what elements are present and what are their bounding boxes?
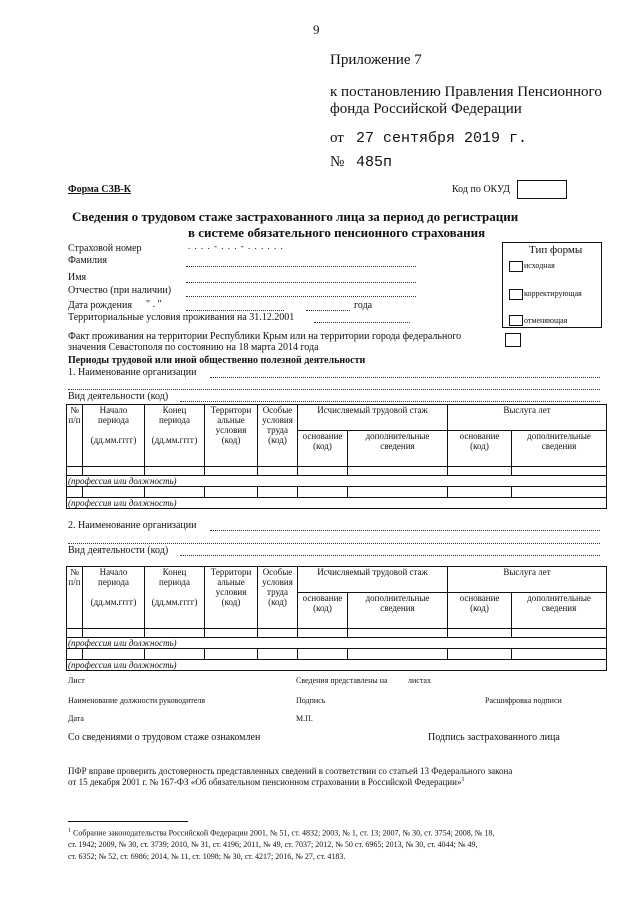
surname-label: Фамилия [68,255,107,266]
territorial-field[interactable] [314,322,410,323]
form-type-box [502,242,602,328]
notice-line1: ПФР вправе проверить достоверность представленных сведений в соответствии со статьей 13 Федерального закона [68,766,513,776]
head-position-label: Наименование должности руководителя [68,696,206,705]
profession-label: (профессия или должность) [67,638,607,649]
date-label: Дата [68,714,84,723]
form-type-corrective-label: корректирующая [524,289,582,298]
service-header: Выслуга лет [448,405,607,431]
form-title-line1: Сведения о трудовом стаже застрахованного лица за период до регистрации [72,209,519,224]
form-type-checkbox-cancel[interactable] [509,315,523,326]
signature-label: Подпись [296,696,326,705]
name-label: Имя [68,272,87,283]
footnote-line2: ст. 1942; 2009, № 30, ст. 3739; 2010, № 31, ст. 4196; 2011, № 49, ст. 7037; 2012, № 50 ст. 6965; 2013, № 30, ст. 4044; № 49, [68,840,478,849]
table-row[interactable] [67,629,607,638]
table-row[interactable] [67,649,607,660]
org-name-field-1[interactable] [210,377,600,378]
patronymic-label: Отчество (при наличии) [68,285,172,296]
patronymic-field[interactable] [186,296,416,297]
periods-table-2: № п/п Начало периода (дд.мм.гггг) Конец периода (дд.мм.гггг) Территори альные условия (код) Особые условия труда (код) Исчисляемый трудовой стаж Выслуга лет основание (код) дополнительные сведения основание (код) дополнительные сведения (профессия или должность) (профессия или должность) [66,566,607,671]
periods-heading: Периоды трудовой или иной общественно полезной деятельности [68,355,366,366]
activity-label-1: Вид деятельности (код) [68,391,169,402]
org-name-field-2b[interactable] [68,543,600,544]
sheet-label: Лист [68,676,85,685]
name-field[interactable] [186,282,416,283]
calc-stazh-header: Исчисляемый трудовой стаж [298,405,448,431]
profession-label: (профессия или должность) [67,498,607,509]
birth-year-field[interactable] [306,310,350,311]
number-value: 485п [356,154,393,171]
signature-decode-label: Расшифровка подписи [485,696,562,705]
acquainted-label: Со сведениями о трудовом стаже ознакомлен [68,732,261,743]
periods-table-1: № п/п Начало периода (дд.мм.гггг) Конец периода (дд.мм.гггг) Территори альные условия (код) Особые условия труда (код) Исчисляемый трудовой стаж Выслуга лет основание (код) дополнительные сведения основание (код) дополнительные сведения (профессия или должность) (профессия или должность) [66,404,607,509]
form-type-checkbox-initial[interactable] [509,261,523,272]
page-number: 9 [313,22,320,37]
form-title-line2: в системе обязательного пенсионного страхования [188,225,486,240]
crimea-line1: Факт проживания на территории Республики Крым или на территории города федерального [68,331,462,342]
birth-month-field[interactable] [186,310,284,311]
okud-code-field[interactable] [517,180,567,199]
form-type-title: Тип формы [529,244,583,256]
org-label-2: 2. Наименование организации [68,520,197,531]
activity-field-1[interactable] [180,401,600,402]
date-value: 27 сентября 2019 г. [356,130,528,147]
org-label-1: 1. Наименование организации [68,367,197,378]
form-type-cancel-label: отменяющая [524,316,568,325]
date-prefix: от [330,130,344,146]
info-submitted-label: Сведения представлены на [296,676,388,685]
birth-date-day[interactable]: " . " [146,299,162,310]
stamp-label: М.П. [296,714,313,723]
territorial-label: Территориальные условия проживания на 31.12.2001 [68,312,295,323]
crimea-checkbox[interactable] [505,333,521,347]
footnote-line3: ст. 6352; № 52, ст. 6986; 2014, № 11, ст. 1098; № 30, ст. 4217; 2016, № 27, ст. 4183. [68,852,346,861]
crimea-line2: значения Севастополя по состоянию на 18 марта 2014 года [68,342,319,353]
profession-label: (профессия или должность) [67,660,607,671]
activity-label-2: Вид деятельности (код) [68,545,169,556]
insurance-number-label: Страховой номер [68,243,142,254]
number-prefix: № [330,154,345,170]
table-row[interactable] [67,487,607,498]
table-row[interactable] [67,467,607,476]
appendix-title: Приложение 7 [330,52,422,68]
surname-field[interactable] [186,266,416,267]
appendix-line2: фонда Российской Федерации [330,101,522,117]
footnote-line1: $^1$ Собрание законодательства Российской Федерации 2001, № 51, ст. 4832; 2003, № 1, ст. 13; 2007, № 30, ст. 3754; 2008, № 18, [68,828,495,838]
sheets-label: листах [408,676,431,685]
footnote-divider [68,821,188,822]
insured-signature-label: Подпись застрахованного лица [428,732,560,743]
org-name-field-2[interactable] [210,530,600,531]
year-label: года [354,300,373,311]
birth-date-label: Дата рождения [68,300,132,311]
activity-field-2[interactable] [180,555,600,556]
org-name-field-1b[interactable] [68,389,600,390]
service-header: Выслуга лет [448,567,607,593]
form-name: Форма СЗВ-К [68,184,131,195]
okud-label: Код по ОКУД [452,184,510,195]
form-type-checkbox-corrective[interactable] [509,289,523,300]
insurance-number-field[interactable]: . . . . - . . . - . . . . . . [188,241,284,251]
profession-label: (профессия или должность) [67,476,607,487]
form-type-initial-label: исходная [524,261,555,270]
notice-line2: от 15 декабря 2001 г. № 167-ФЗ «Об обязательном пенсионном страховании в Российской Федерации»$^1$ [68,777,465,787]
appendix-line1: к постановлению Правления Пенсионного [330,84,602,100]
calc-stazh-header: Исчисляемый трудовой стаж [298,567,448,593]
